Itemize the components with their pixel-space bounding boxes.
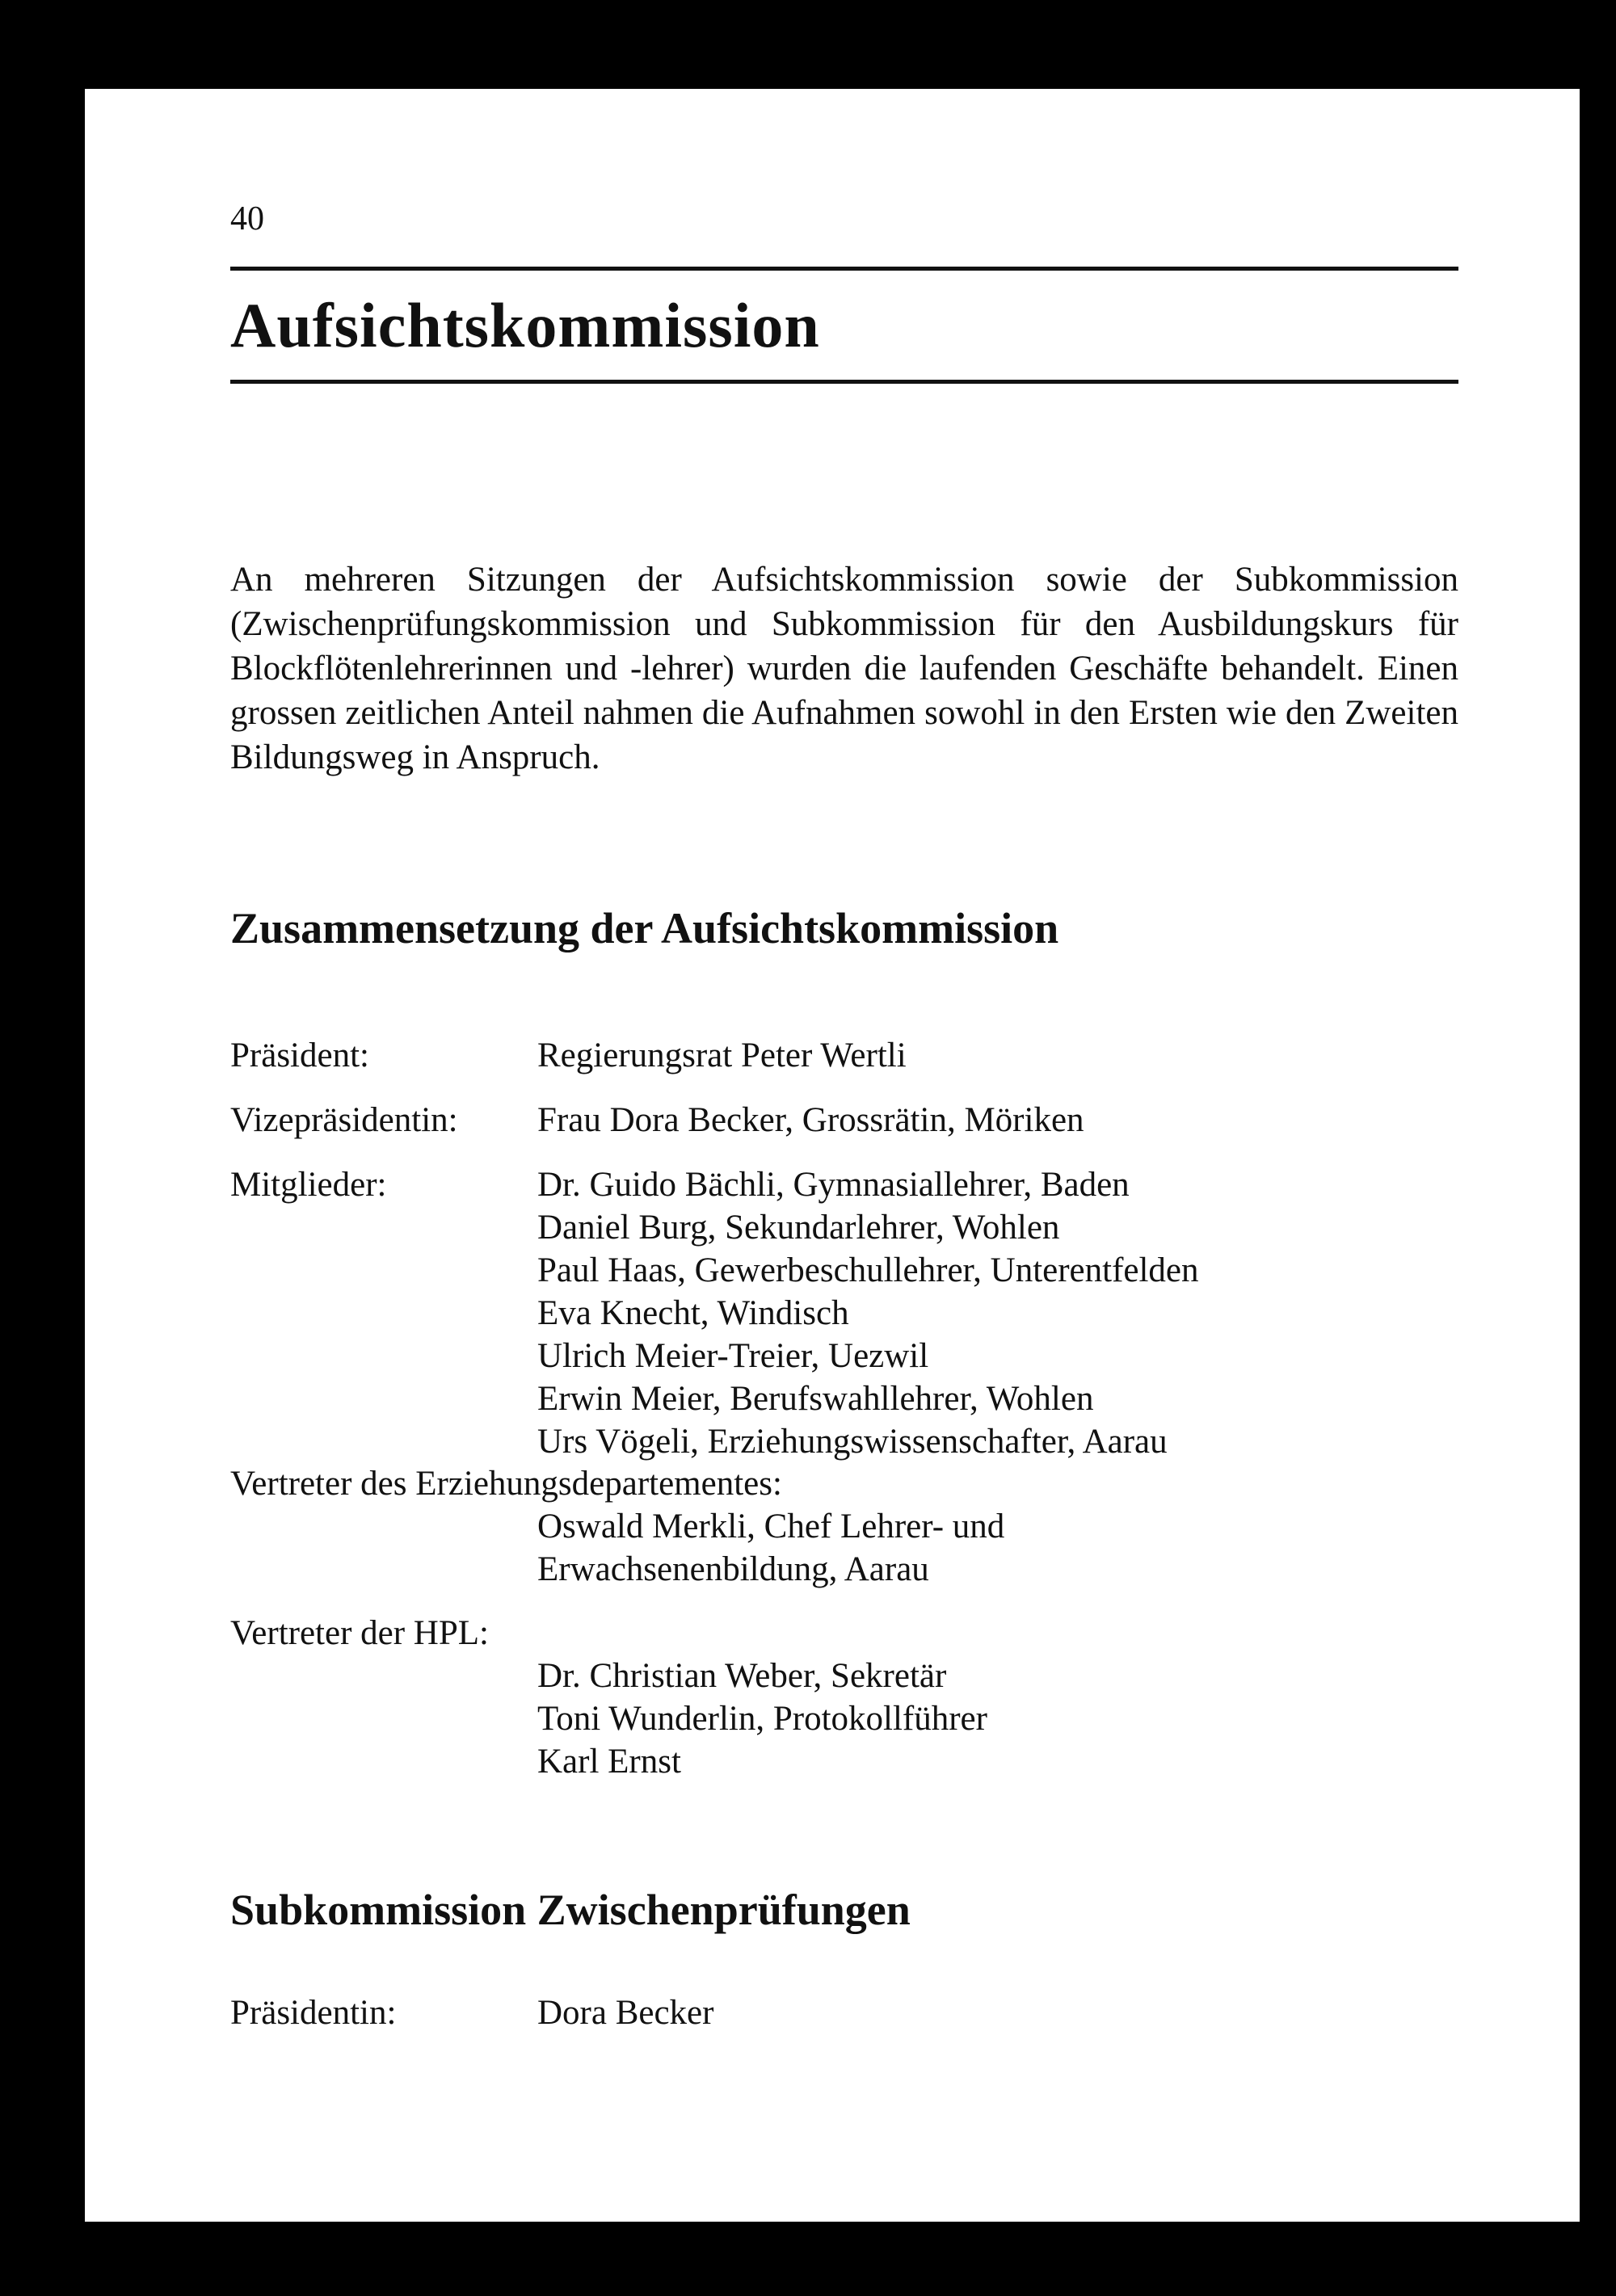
vice-president-name: Frau Dora Becker, Grossrätin, Möriken — [537, 1101, 1084, 1139]
hpl-reps-list — [537, 1655, 987, 1783]
member-item: Eva Knecht, Windisch — [537, 1294, 849, 1332]
members-list — [537, 1163, 1199, 1463]
page-title: Aufsichtskommission — [230, 290, 820, 360]
subcommission-president-name: Dora Becker — [537, 1994, 714, 2032]
member-item: Dr. Guido Bächli, Gymnasiallehrer, Baden — [537, 1166, 1130, 1204]
subcommission-president-label: Präsidentin: — [230, 1994, 397, 2032]
subcommission-heading: Subkommission Zwischenprüfungen — [230, 1886, 911, 1934]
vice-president-value — [537, 1099, 1084, 1142]
hpl-rep-item: Toni Wunderlin, Protokollführer — [537, 1700, 987, 1738]
member-item: Erwin Meier, Berufswahllehrer, Wohlen — [537, 1380, 1094, 1418]
intro-paragraph: An mehreren Sitzungen der Aufsichtskommission sowie der Subkommission (Zwischenprüfungskommission und Subkommission für den Ausbildungskurs für Blockflötenlehrerinnen und -lehrer) wurden die laufenden Geschäfte behandelt. Einen grossen zeitlichen Anteil nahmen die Aufnahmen sowohl in den Ersten wie den Zweiten Bildungsweg in Anspruch. — [230, 561, 1458, 776]
president-name: Regierungsrat Peter Wertli — [537, 1037, 907, 1074]
subcommission-president-value — [537, 1991, 713, 2034]
department-rep-item: Erwachsenenbildung, Aarau — [537, 1550, 929, 1588]
member-item: Ulrich Meier-Treier, Uezwil — [537, 1337, 929, 1375]
hpl-rep-item: Dr. Christian Weber, Sekretär — [537, 1657, 947, 1695]
hpl-rep-item: Karl Ernst — [537, 1743, 681, 1781]
members-label: Mitglieder: — [230, 1166, 387, 1204]
vice-president-label: Vizepräsidentin: — [230, 1101, 458, 1139]
composition-heading: Zusammensetzung der Aufsichtskommission — [230, 904, 1059, 952]
page-number: 40 — [230, 200, 264, 238]
president-value — [537, 1034, 907, 1077]
document-page — [85, 89, 1580, 2222]
department-reps-list — [537, 1505, 1004, 1591]
department-reps-label: Vertreter des Erziehungsdepartementes: — [230, 1465, 782, 1503]
hpl-reps-label: Vertreter der HPL: — [230, 1614, 489, 1652]
member-item: Paul Haas, Gewerbeschullehrer, Unterentfelden — [537, 1251, 1199, 1289]
title-rule-top — [230, 267, 1458, 271]
member-item: Daniel Burg, Sekundarlehrer, Wohlen — [537, 1209, 1060, 1247]
member-item: Urs Vögeli, Erziehungswissenschafter, Aarau — [537, 1423, 1168, 1461]
president-label: Präsident: — [230, 1037, 369, 1074]
department-rep-item: Oswald Merkli, Chef Lehrer- und — [537, 1508, 1005, 1545]
title-rule-bottom — [230, 380, 1458, 384]
